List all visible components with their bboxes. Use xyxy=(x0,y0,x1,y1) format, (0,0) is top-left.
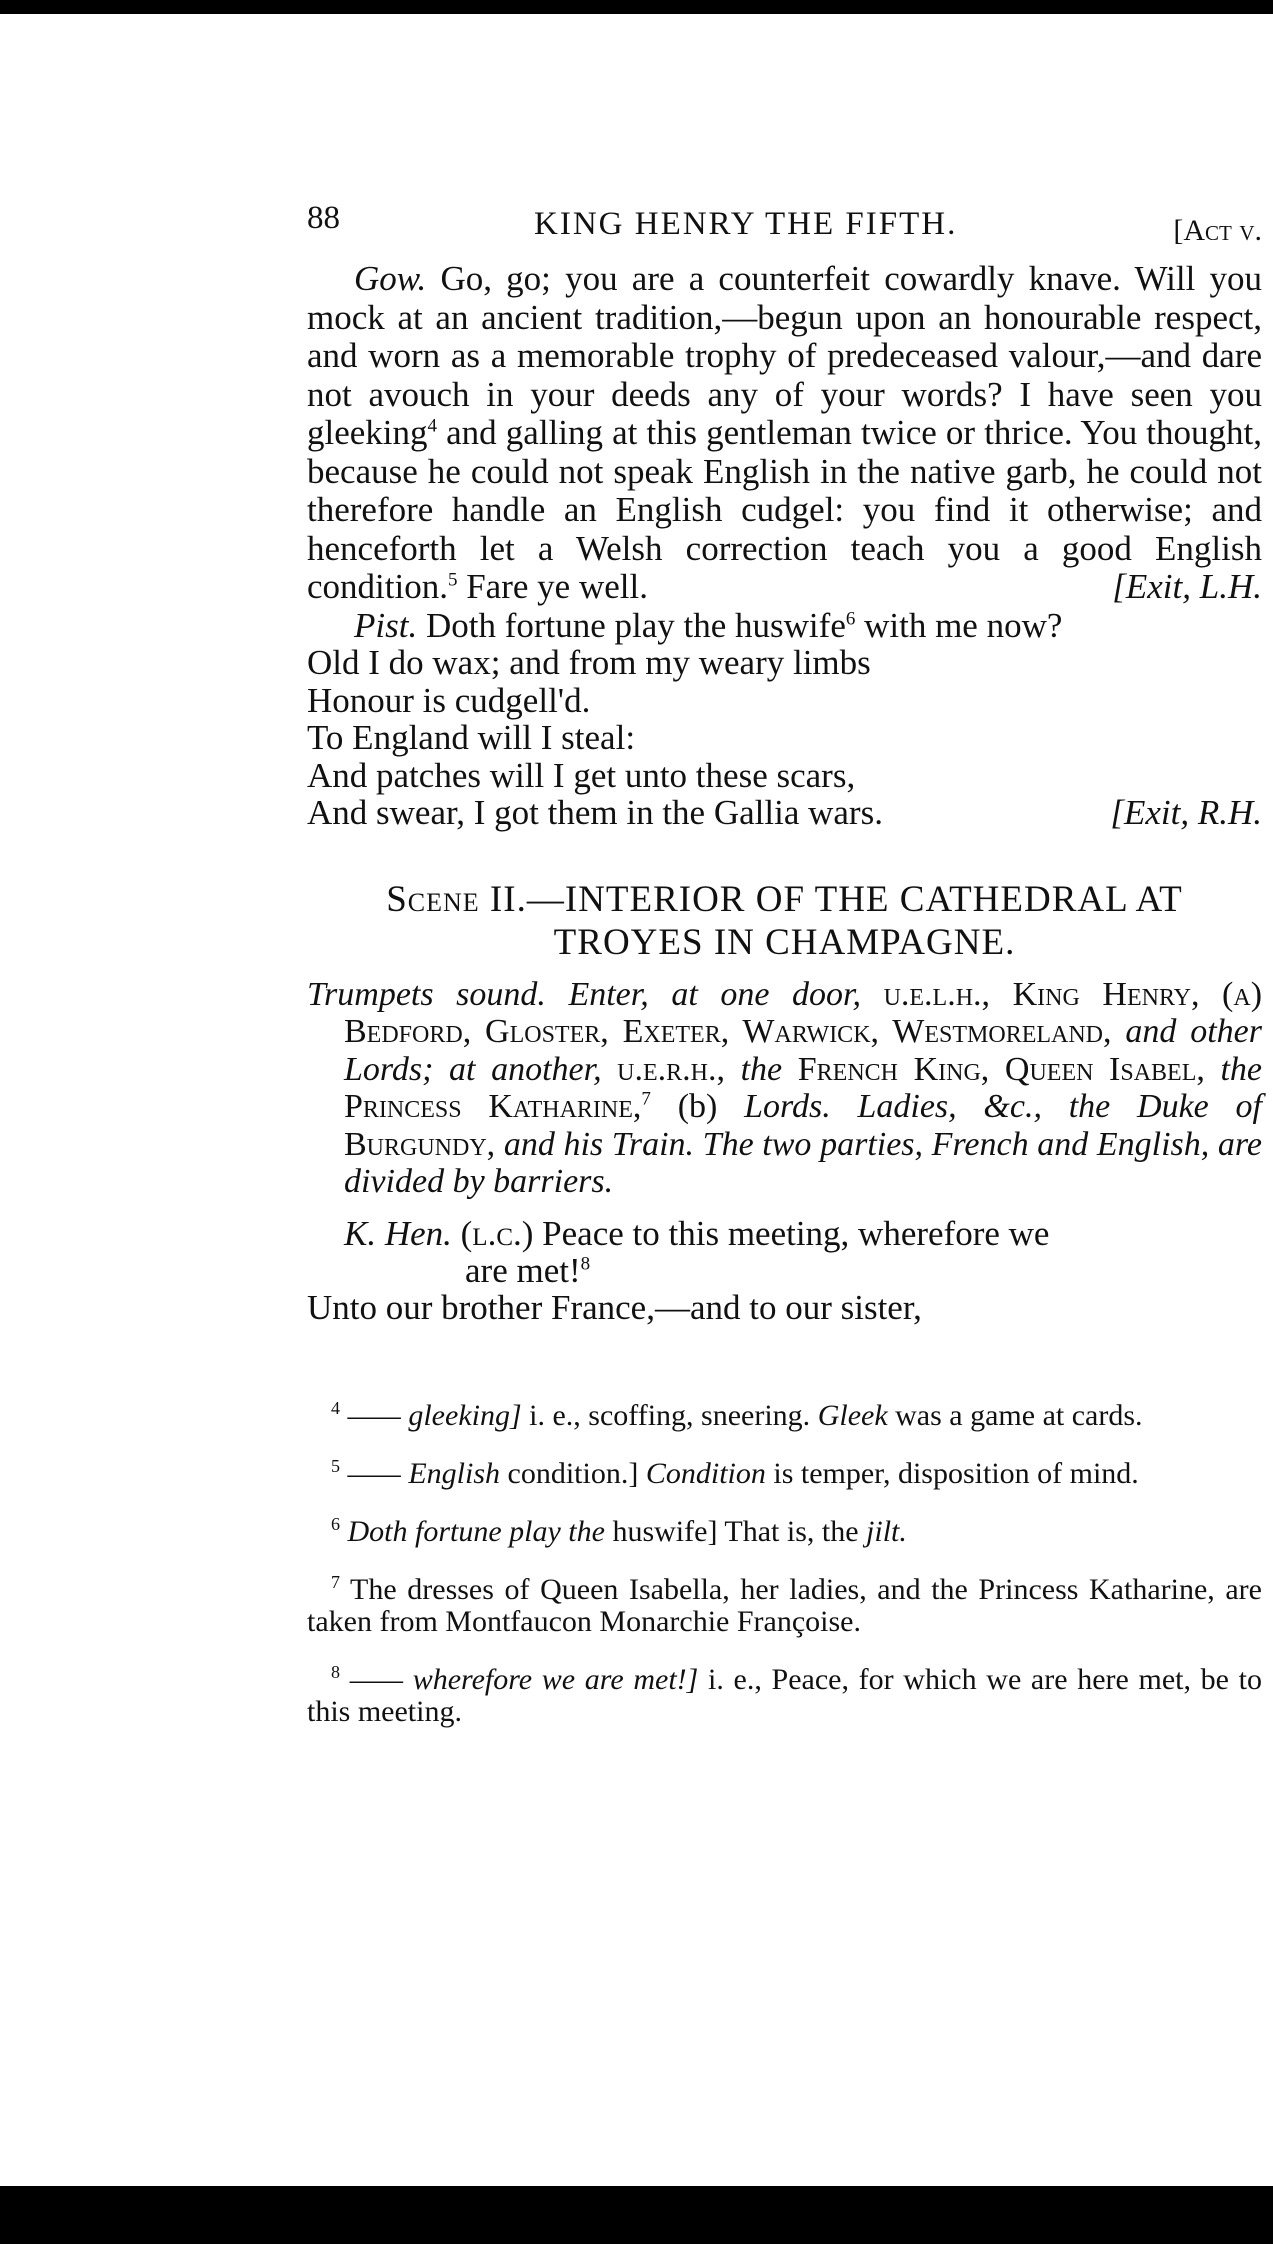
gower-speech: Gow. Go, go; you are a counterfeit cowardly knave. Will you mock at an ancient tradition,—begun upon an honourable respect, and worn as a memorable trophy of predeceased valour,—and dare not avouch in your deeds any of your words? I have seen you gleeking$^4$ and galling at this gentleman twice or thrice. You thought, because he could not speak English in the native garb, he could not therefore handle an English cudgel: you find it otherwise; and henceforth let a Welsh correction teach you a good English condition.$^5$ Fare ye well. [Exit, L.H. xyxy=(307,259,1262,606)
footnote-ref-4: 4 xyxy=(427,415,438,437)
pistol-speech xyxy=(307,607,1262,832)
book-page xyxy=(307,200,1262,1746)
verse-line: Unto our brother France,—and to our sister, xyxy=(307,1287,922,1327)
footnote-4: $^4$ —— gleeking] i. e., scoffing, sneering. Gleek was a game at cards. xyxy=(331,1397,1143,1432)
footnote-6: $^6$ Doth fortune play the huswife] That is, the jilt. xyxy=(331,1513,907,1548)
verse-line: And swear, I got them in the Gallia wars. [Exit, R.H. xyxy=(307,793,1262,832)
footnote-ref-7: 7 xyxy=(641,1088,651,1110)
footnotes xyxy=(307,1392,1262,1728)
verse-line: And patches will I get unto these scars, xyxy=(307,755,856,795)
king-henry-speech xyxy=(307,1215,1262,1326)
verse-line: Old I do wax; and from my weary limbs xyxy=(307,643,871,682)
verse-line: are met!$^8$ xyxy=(465,1250,591,1290)
speaker-gower: Gow. xyxy=(354,259,427,298)
scene-label: Scene II. xyxy=(386,878,527,920)
verse-line: Pist. Doth fortune play the huswife$^6$ with me now? xyxy=(354,605,1063,645)
verse-line: To England will I steal: xyxy=(307,718,636,757)
footnote-ref-5: 5 xyxy=(447,569,458,591)
footnote-ref-6: 6 xyxy=(845,607,856,629)
running-header xyxy=(307,200,1262,260)
verse-line: K. Hen. (l.c.) Peace to this meeting, wherefore we xyxy=(344,1213,1050,1253)
bottom-scan-border xyxy=(0,2186,1273,2244)
verse-line: Honour is cudgell'd. xyxy=(307,680,591,720)
top-scan-border xyxy=(0,0,1273,14)
speaker-pistol: Pist. xyxy=(354,605,418,645)
footnote-ref-8: 8 xyxy=(580,1252,591,1274)
footnote-7: $^7$ The dresses of Queen Isabella, her ladies, and the Princess Katharine, are taken from Montfaucon Monarchie Françoise. xyxy=(307,1571,1262,1638)
scene-heading xyxy=(307,878,1262,964)
scene-location: —INTERIOR OF THE CATHEDRAL AT TROYES IN CHAMPAGNE. xyxy=(526,878,1183,963)
act-indicator: [Act v. xyxy=(1173,214,1262,247)
speaker-king-henry: K. Hen. xyxy=(344,1213,452,1253)
stage-direction: Trumpets sound. Enter, at one door, u.e.l.h., King Henry, (a) Bedford, Gloster, Exeter, Warwick, Westmoreland, and other Lords; at another, u.e.r.h., the French King, Queen Isabel, the Princess Katharine,$^7$ (b) Lords. Ladies, &c., the Duke of Burgundy, and his Train. The two parties, French and English, are divided by barriers. xyxy=(307,975,1263,1200)
page-number: 88 xyxy=(307,200,340,236)
running-title: KING HENRY THE FIFTH. xyxy=(534,206,958,242)
exit-direction-rh: [Exit, R.H. xyxy=(1110,793,1262,832)
footnote-5: $^5$ —— English condition.] Condition is temper, disposition of mind. xyxy=(331,1455,1139,1490)
footnote-8: $^8$ —— wherefore we are met!] i. e., Peace, for which we are here met, be to this meeting. xyxy=(307,1661,1263,1728)
exit-direction-lh: [Exit, L.H. xyxy=(1112,567,1262,606)
